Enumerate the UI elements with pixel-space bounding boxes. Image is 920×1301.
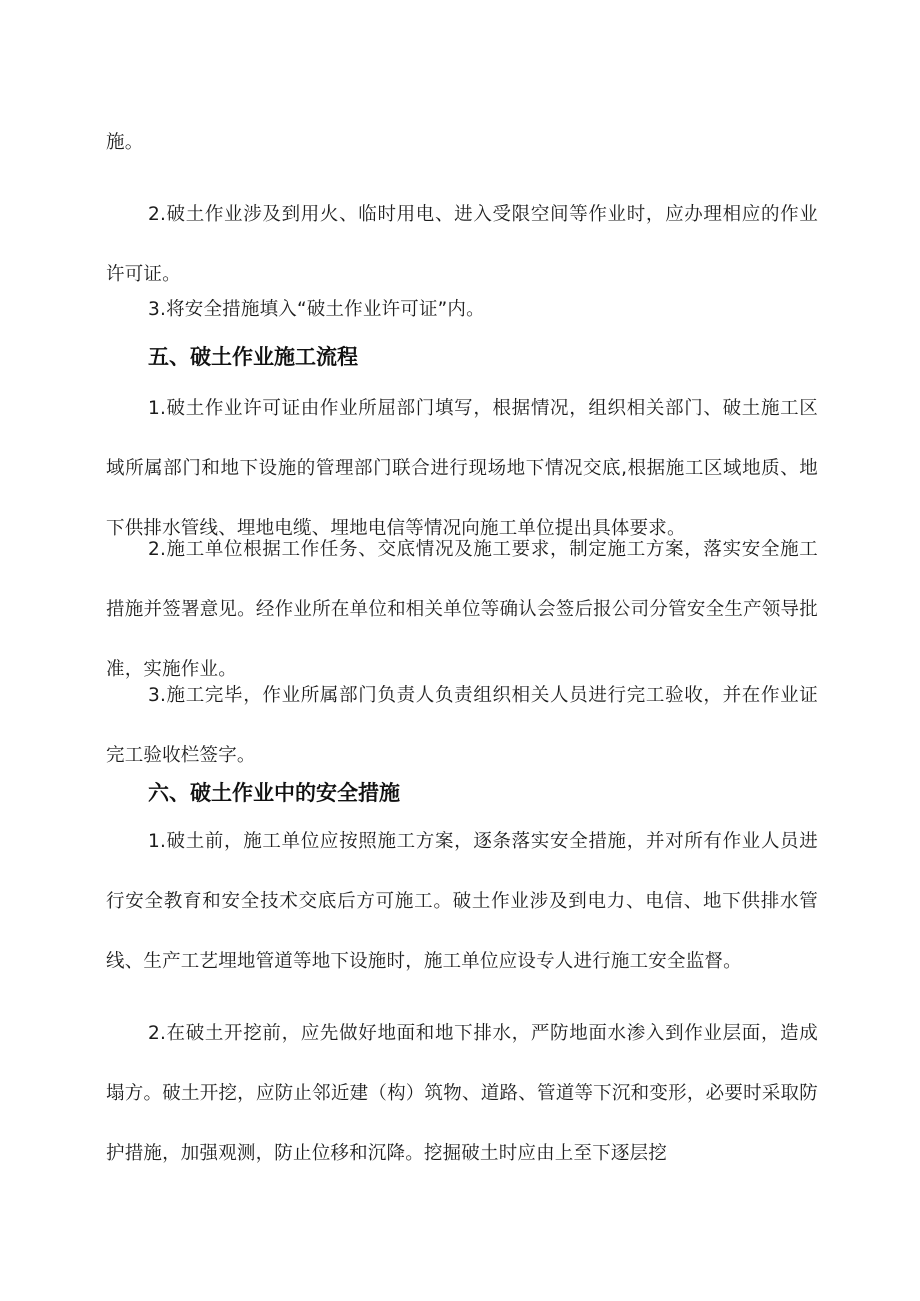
item-text: .施工单位根据工作任务、交底情况及施工要求，制定施工方案，落实安全施工措施并签署意见。经作业所在单位和相关单位等确认会签后报公司分管安全生产领导批准，实施作业。	[106, 539, 818, 680]
item-text: .将安全措施填入“破土作业许可证”内。	[159, 299, 485, 320]
item-text: .破土前，施工单位应按照施工方案，逐条落实安全措施，并对所有作业人员进行安全教育和安全技术交底后方可施工。破土作业涉及到电力、电信、地下供排水管线、生产工艺埋地管道等地下设施时，施工单位应设专人进行施工安全监督。	[106, 831, 818, 972]
section6-item-1	[106, 812, 818, 992]
item-number: 2	[148, 204, 160, 225]
item-number: 2	[148, 1023, 160, 1044]
section5-heading: 五、破土作业施工流程	[148, 345, 358, 369]
item-text: .在破土开挖前，应先做好地面和地下排水，严防地面水渗入到作业层面，造成塌方。破土开挖，应防止邻近建（构）筑物、道路、管道等下沉和变形，必要时采取防护措施，加强观测，防止位移和沉降。挖掘破土时应由上至下逐层挖	[106, 1023, 818, 1164]
section5-item-3	[106, 666, 818, 786]
item-text: .施工完毕，作业所属部门负责人负责组织相关人员进行完工验收，并在作业证完工验收栏签字。	[106, 685, 818, 766]
item-text: .破土作业许可证由作业所屈部门填写，根据情况，组织相关部门、破土施工区域所属部门和地下设施的管理部门联合进行现场地下情况交底,根据施工区域地质、地下供排水管线、埋地电缆、埋地电信等情况向施工单位提出具体要求。	[106, 398, 818, 539]
item-number: 1	[148, 831, 160, 852]
item-number: 3	[148, 299, 160, 320]
section6-heading: 六、破土作业中的安全措施	[148, 781, 400, 805]
section4-item-3	[106, 280, 818, 340]
item-number: 1	[148, 398, 160, 419]
item-text: .破土作业涉及到用火、临时用电、进入受限空间等作业时，应办理相应的作业许可证。	[106, 204, 818, 285]
continuation-text: 施。	[106, 132, 144, 153]
section6-item-2	[106, 1004, 818, 1184]
item-number: 3	[148, 685, 160, 706]
item-number: 2	[148, 539, 160, 560]
